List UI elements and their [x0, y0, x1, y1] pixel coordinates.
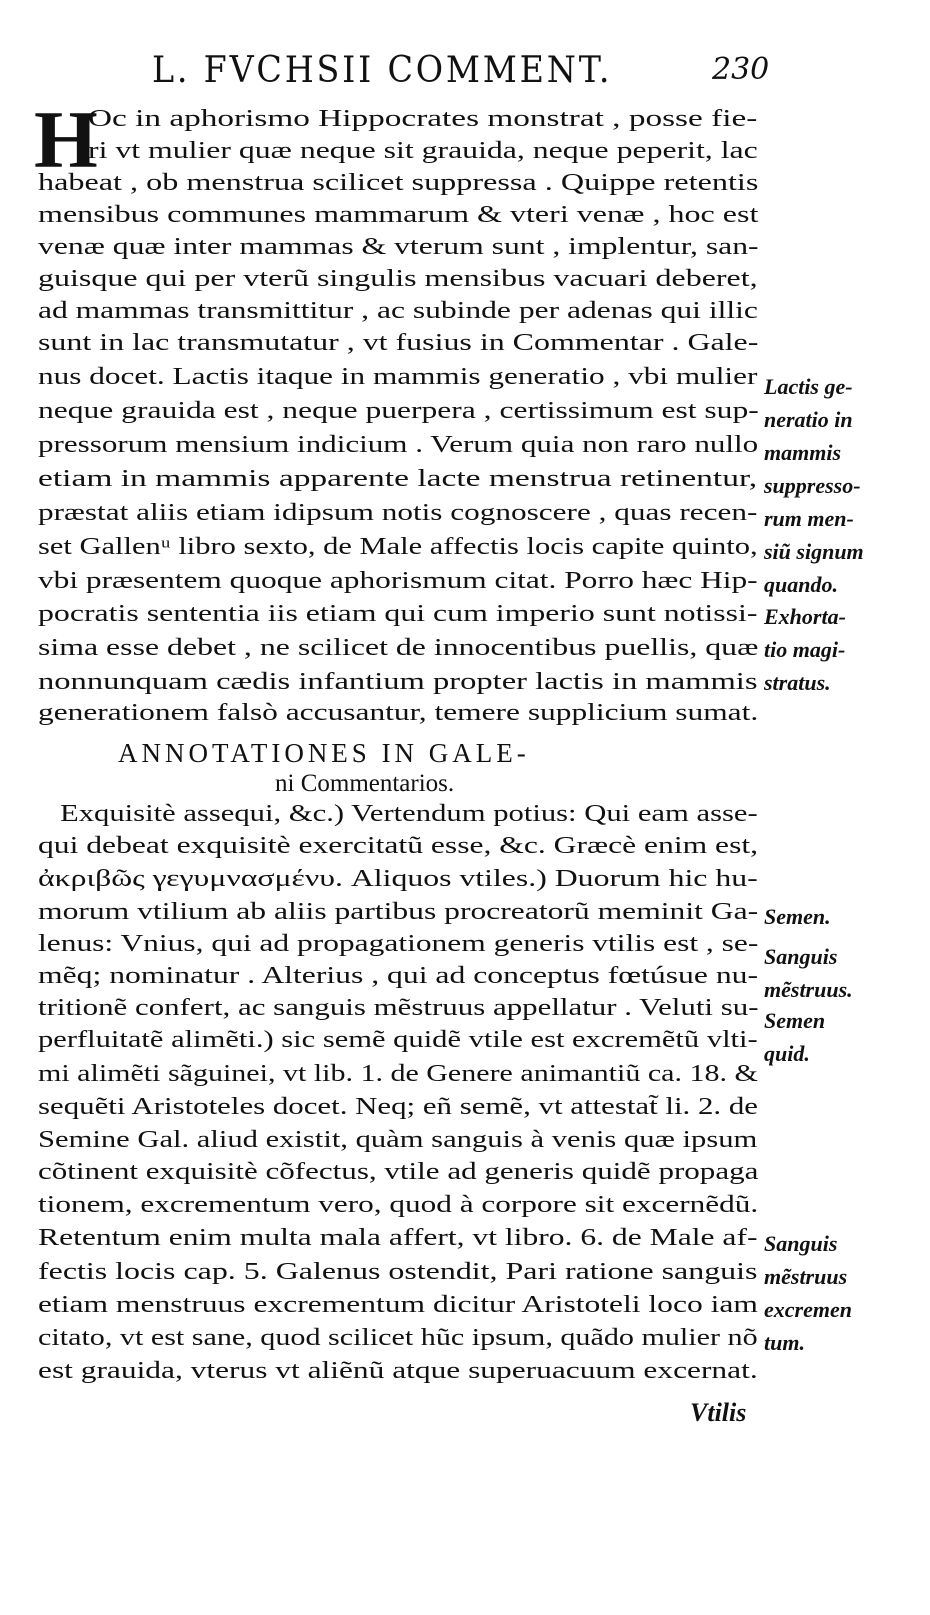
annotation-line: citato, vt est sane, quod scilicet hũc ipsum, quãdo mulier nõ	[38, 1325, 758, 1351]
margin-note-line: excremen	[764, 1297, 852, 1322]
annotation-line: fectis locis cap. 5. Galenus ostendit, Pari ratione sanguis	[38, 1259, 758, 1285]
annotation-line: cõtinent exquisitè cõfectus, vtile ad generis quidẽ propaga	[38, 1159, 759, 1185]
annotation-line: Exquisitè assequi, &c.) Vertendum potius: Qui eam asse-	[60, 801, 758, 827]
commentary-line: etiam in mammis apparente lacte menstrua retinentur,	[38, 466, 758, 492]
commentary-line: sunt in lac transmutatur , vt fusius in Commentar . Gale-	[38, 330, 759, 356]
margin-note-line: Semen	[764, 1008, 826, 1033]
annotation-line: ἀκριβῶς γεγυμνασμένυ. Aliquos vtiles.) Duorum hic hu-	[38, 866, 758, 892]
margin-note-line: suppresso-	[764, 473, 861, 498]
commentary-line: nonnunquam cædis infantium propter lactis in mammis	[38, 669, 758, 695]
commentary-line: ri vt mulier quæ neque sit grauida, neque peperit, lac	[88, 138, 758, 164]
annotation-line: qui debeat exquisitè exercitatũ esse, &c. Græcè enim est,	[38, 833, 759, 859]
annotation-line: tritionẽ confert, ac sanguis mẽstruus appellatur . Veluti su-	[38, 995, 759, 1021]
margin-note-line: Exhorta-	[764, 604, 846, 629]
commentary-line: vbi præsentem quoque aphorismum citat. Porro hæc Hip-	[38, 568, 758, 594]
commentary-line: Oc in aphorismo Hippocrates monstrat , posse fie-	[88, 106, 758, 132]
margin-note-line: mẽstruus	[764, 1264, 848, 1289]
commentary-line: mensibus communes mammarum & vteri venæ , hoc est	[38, 202, 759, 228]
commentary-line: generationem falsò accusantur, temere supplicium sumat.	[38, 700, 759, 726]
margin-note-line: Lactis ge-	[764, 374, 853, 399]
margin-note-line: Sanguis	[764, 944, 838, 969]
commentary-line: pocratis sententia iis etiam qui cum imperio sunt notissi-	[38, 601, 758, 627]
margin-note-line: siũ signum	[764, 539, 864, 564]
commentary-line: venæ quæ inter mammas & vterum sunt , implentur, san-	[38, 234, 759, 260]
commentary-line: præstat aliis etiam idipsum notis cognoscere , quas recen-	[38, 500, 758, 526]
annotation-line: morum vtilium ab aliis partibus procreatorũ meminit Ga-	[38, 899, 759, 925]
commentary-line: nus docet. Lactis itaque in mammis generatio , vbi mulier	[38, 364, 758, 390]
annotation-line: perfluitatẽ alimẽti.) sic semẽ quidẽ vtile est excremẽtũ vlti-	[38, 1027, 758, 1053]
commentary-line: ad mammas transmittitur , ac subinde per adenas qui illic	[38, 298, 758, 324]
margin-note-line: rum men-	[764, 506, 854, 531]
margin-note-line: mẽstruus.	[764, 977, 853, 1002]
margin-note-line: quando.	[764, 572, 838, 597]
margin-note-line: tum.	[764, 1330, 805, 1355]
margin-note-line: Sanguis	[764, 1231, 838, 1256]
annotation-line: mẽq; nominatur . Alterius , qui ad conceptus fœtúsue nu-	[38, 963, 759, 989]
margin-note-line: neratio in	[764, 407, 853, 432]
margin-note-line: stratus.	[764, 670, 831, 695]
commentary-line: sima esse debet , ne scilicet de innocentibus puellis, quæ	[38, 635, 759, 661]
running-header-title: L. FVCHSII COMMENT.	[152, 50, 613, 91]
annotation-line: etiam menstruus excrementum dicitur Aristoteli loco iam	[38, 1292, 758, 1318]
annotation-line: mi alimẽti sãguinei, vt lib. 1. de Genere animantiũ ca. 18. &	[38, 1061, 758, 1087]
drop-cap-letter: H	[34, 94, 98, 185]
annotation-line: Semine Gal. aliud existit, quàm sanguis à venis quæ ipsum	[38, 1127, 758, 1153]
margin-note-line: mammis	[764, 440, 842, 465]
annotations-subheading: ni Commentarios.	[275, 770, 455, 797]
annotation-line: Retentum enim multa mala affert, vt libro. 6. de Male af-	[38, 1225, 758, 1251]
margin-note-line: tio magi-	[764, 637, 846, 662]
commentary-line: habeat , ob menstrua scilicet suppressa . Quippe retentis	[38, 170, 759, 196]
page-number: 230	[712, 52, 770, 87]
margin-note-line: Semen.	[764, 904, 831, 929]
margin-note-line: quid.	[764, 1041, 810, 1066]
annotations-heading: ANNOTATIONES IN GALE-	[118, 738, 530, 768]
catchword: Vtilis	[690, 1398, 747, 1427]
commentary-line: guisque qui per vterũ singulis mensibus vacuari deberet,	[38, 266, 758, 292]
commentary-line: neque grauida est , neque puerpera , certissimum est sup-	[38, 398, 759, 424]
annotation-line: sequẽti Aristoteles docet. Neq; eñ semẽ, vt attestat̃ li. 2. de	[38, 1094, 758, 1120]
annotation-line: lenus: Vnius, qui ad propagationem generis vtilis est , se-	[38, 931, 759, 957]
annotation-line: est grauida, vterus vt aliẽnũ atque superuacuum excernat.	[38, 1358, 758, 1384]
annotation-line: tionem, excrementum vero, quod à corpore sit excernẽdũ.	[38, 1192, 759, 1218]
commentary-line: set Gallenᵘ libro sexto, de Male affectis locis capite quinto,	[38, 534, 758, 560]
commentary-line: pressorum mensium indicium . Verum quia non raro nullo	[38, 432, 759, 458]
